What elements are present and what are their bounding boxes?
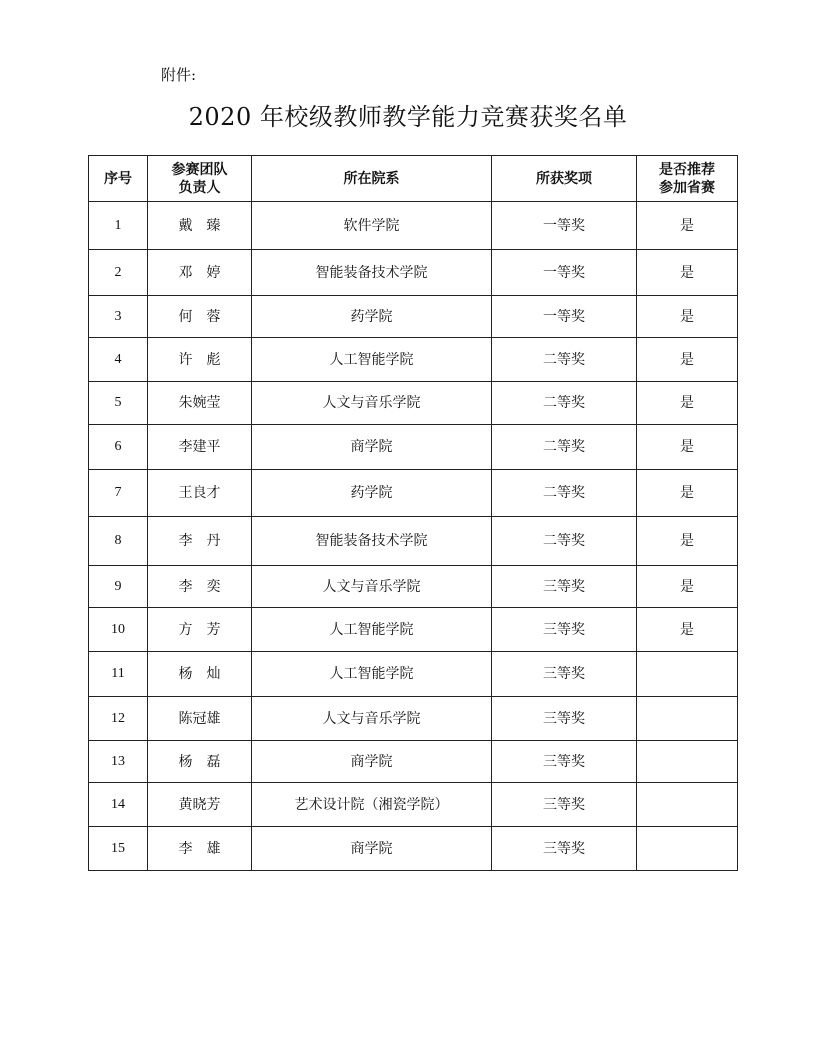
cell-award: 三等奖 bbox=[492, 741, 637, 783]
cell-award: 二等奖 bbox=[492, 338, 637, 382]
header-leader-line2: 负责人 bbox=[178, 179, 221, 196]
cell-department: 人文与音乐学院 bbox=[252, 697, 492, 741]
cell-index: 1 bbox=[89, 202, 148, 250]
cell-recommend bbox=[637, 827, 738, 871]
table-row bbox=[89, 202, 738, 250]
cell-award: 一等奖 bbox=[492, 296, 637, 338]
table-row bbox=[89, 470, 738, 517]
cell-department: 人工智能学院 bbox=[252, 652, 492, 697]
cell-department: 商学院 bbox=[252, 741, 492, 783]
cell-leader: 王良才 bbox=[148, 470, 252, 517]
cell-index: 9 bbox=[89, 566, 148, 608]
cell-recommend bbox=[637, 741, 738, 783]
cell-recommend: 是 bbox=[637, 202, 738, 250]
document-title: 2020 年校级教师教学能力竞赛获奖名单 bbox=[188, 103, 628, 131]
cell-index: 8 bbox=[89, 517, 148, 566]
cell-index: 5 bbox=[89, 382, 148, 425]
cell-award: 一等奖 bbox=[492, 202, 637, 250]
cell-department: 人文与音乐学院 bbox=[252, 566, 492, 608]
header-department: 所在院系 bbox=[252, 156, 492, 202]
cell-department: 商学院 bbox=[252, 827, 492, 871]
cell-leader: 李 奕 bbox=[148, 566, 252, 608]
cell-recommend: 是 bbox=[637, 338, 738, 382]
cell-leader: 杨 灿 bbox=[148, 652, 252, 697]
cell-recommend: 是 bbox=[637, 470, 738, 517]
cell-index: 6 bbox=[89, 425, 148, 470]
cell-award: 三等奖 bbox=[492, 827, 637, 871]
table-row bbox=[89, 697, 738, 741]
table-row bbox=[89, 783, 738, 827]
attachment-label: 附件: bbox=[161, 66, 197, 84]
cell-index: 3 bbox=[89, 296, 148, 338]
cell-recommend: 是 bbox=[637, 250, 738, 296]
table-header-row bbox=[89, 156, 738, 202]
table-row bbox=[89, 827, 738, 871]
table-row bbox=[89, 338, 738, 382]
cell-index: 10 bbox=[89, 608, 148, 652]
cell-index: 15 bbox=[89, 827, 148, 871]
header-award: 所获奖项 bbox=[492, 156, 637, 202]
header-recommend bbox=[637, 156, 738, 202]
cell-department: 药学院 bbox=[252, 296, 492, 338]
cell-award: 二等奖 bbox=[492, 382, 637, 425]
cell-award: 三等奖 bbox=[492, 652, 637, 697]
cell-department: 智能装备技术学院 bbox=[252, 517, 492, 566]
table-body bbox=[89, 202, 738, 871]
table-row bbox=[89, 382, 738, 425]
cell-award: 三等奖 bbox=[492, 783, 637, 827]
header-leader-line1: 参赛团队 bbox=[171, 161, 228, 178]
cell-award: 三等奖 bbox=[492, 566, 637, 608]
cell-recommend: 是 bbox=[637, 425, 738, 470]
cell-award: 二等奖 bbox=[492, 470, 637, 517]
table-row bbox=[89, 250, 738, 296]
header-recommend-line1: 是否推荐 bbox=[659, 161, 715, 178]
cell-recommend bbox=[637, 783, 738, 827]
table-row bbox=[89, 517, 738, 566]
cell-recommend: 是 bbox=[637, 608, 738, 652]
cell-leader: 邓 婷 bbox=[148, 250, 252, 296]
cell-leader: 许 彪 bbox=[148, 338, 252, 382]
cell-recommend: 是 bbox=[637, 566, 738, 608]
cell-leader: 杨 磊 bbox=[148, 741, 252, 783]
cell-award: 二等奖 bbox=[492, 517, 637, 566]
cell-department: 软件学院 bbox=[252, 202, 492, 250]
table-row bbox=[89, 741, 738, 783]
cell-index: 4 bbox=[89, 338, 148, 382]
cell-recommend: 是 bbox=[637, 296, 738, 338]
header-leader bbox=[148, 156, 252, 202]
cell-department: 人工智能学院 bbox=[252, 338, 492, 382]
cell-index: 13 bbox=[89, 741, 148, 783]
cell-leader: 黄晓芳 bbox=[148, 783, 252, 827]
cell-leader: 陈冠雄 bbox=[148, 697, 252, 741]
cell-recommend: 是 bbox=[637, 517, 738, 566]
cell-award: 三等奖 bbox=[492, 608, 637, 652]
table-row bbox=[89, 566, 738, 608]
cell-leader: 何 蓉 bbox=[148, 296, 252, 338]
cell-award: 一等奖 bbox=[492, 250, 637, 296]
cell-department: 药学院 bbox=[252, 470, 492, 517]
cell-department: 智能装备技术学院 bbox=[252, 250, 492, 296]
cell-leader: 李 雄 bbox=[148, 827, 252, 871]
cell-leader: 李 丹 bbox=[148, 517, 252, 566]
table-row bbox=[89, 296, 738, 338]
cell-department: 人工智能学院 bbox=[252, 608, 492, 652]
header-index: 序号 bbox=[89, 156, 148, 202]
header-recommend-line2: 参加省赛 bbox=[659, 179, 715, 196]
table-row bbox=[89, 608, 738, 652]
cell-department: 人文与音乐学院 bbox=[252, 382, 492, 425]
cell-department: 商学院 bbox=[252, 425, 492, 470]
cell-index: 12 bbox=[89, 697, 148, 741]
cell-leader: 李建平 bbox=[148, 425, 252, 470]
cell-index: 2 bbox=[89, 250, 148, 296]
table-row bbox=[89, 425, 738, 470]
table-row bbox=[89, 652, 738, 697]
cell-recommend bbox=[637, 652, 738, 697]
cell-leader: 方 芳 bbox=[148, 608, 252, 652]
cell-index: 7 bbox=[89, 470, 148, 517]
cell-index: 14 bbox=[89, 783, 148, 827]
cell-recommend: 是 bbox=[637, 382, 738, 425]
cell-award: 二等奖 bbox=[492, 425, 637, 470]
cell-index: 11 bbox=[89, 652, 148, 697]
awards-table bbox=[88, 155, 738, 871]
cell-recommend bbox=[637, 697, 738, 741]
cell-leader: 朱婉莹 bbox=[148, 382, 252, 425]
cell-department: 艺术设计院（湘瓷学院） bbox=[252, 783, 492, 827]
cell-award: 三等奖 bbox=[492, 697, 637, 741]
cell-leader: 戴 臻 bbox=[148, 202, 252, 250]
